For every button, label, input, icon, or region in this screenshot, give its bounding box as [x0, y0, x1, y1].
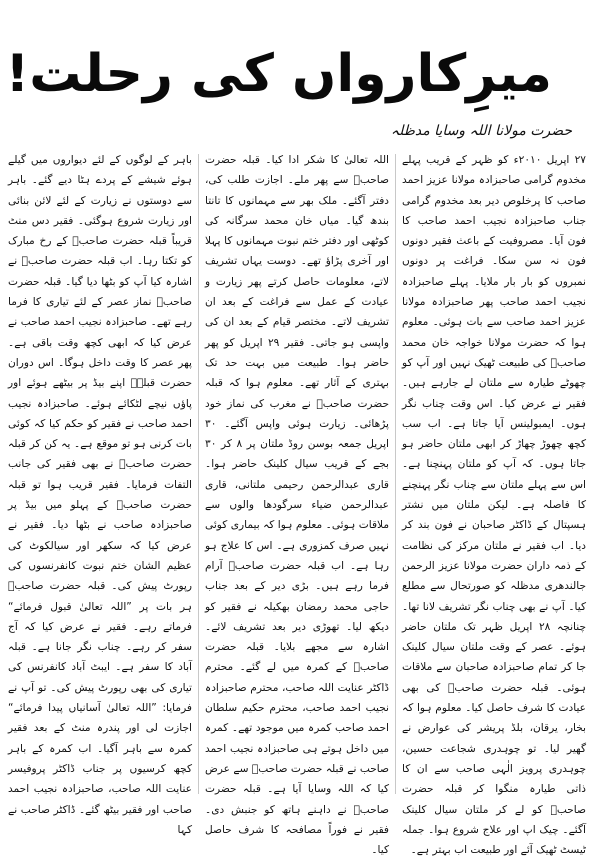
article-byline: حضرت مولانا اللہ وسایا مدظلہ [390, 123, 572, 139]
text-column-left [8, 150, 192, 836]
column-divider [395, 154, 396, 794]
article-body [4, 150, 586, 857]
article-headline: میرِکارواں کی رحلت! [5, 44, 552, 104]
column-paragraph: ۲۷ اپریل ۲۰۱۰ء کو ظہر کے قریب پہلے مخدوم گرامی صاحبزادہ مولانا عزیز احمد صاحب کا پرخلوص دیر بعد مخدوم گرامی جناب صاحبزادہ نجیب احمد صاحب کا فون آیا۔ مصروفیت کے باعث فقیر دونوں فون نہ سن سکا۔ فراغت پر دونوں نمبروں کو بار بار ملایا۔ پہلے صاحبزادہ نجیب احمد صاحب پھر صاحبزادہ مولانا عزیز احمد صاحب سے بات ہوئی۔ معلوم ہوا کہ حضرت مولانا خواجہ خان محمد صاحبؒ کی طبیعت ٹھیک نہیں اور آپ کو چھوٹے طیارہ سے ملتان لے جارہے ہیں۔ فقیر نے عرض کیا۔ اس وقت چناب نگر ہوں۔ ایمبولینس آیا جاتا ہے۔ اب سب کچھ چھوڑ چھاڑ کر ابھی ملتان حاضر ہو جاتا ہوں۔ کہ آپ کو ملتان پہنچنا ہے۔ اس سے پہلے ملتان سے چناب نگر پہنچنے کا فاصلہ ہے۔ لیکن ملتان میں نشتر ہسپتال کے ڈاکٹر صاحبان نے فون بند کر دیا۔ اب فقیر نے ملتان مرکز کی نظامت کے ذمہ داران حضرت مولانا عزیز الرحمن جالندھری مدظلہ کو صورتحال سے مطلع کیا۔ آپ نے بھی چناب نگر تشریف لانا تھا۔ چنانچہ ۲۸ اپریل ظہر تک ملتان حاضر ہوئے۔ عصر کے وقت ملتان سیال کلینک جا کر تمام صاحبزادہ صاحبان سے ملاقات ہوئی۔ قبلہ حضرت صاحبؒ کی بھی عیادت کا شرف حاصل کیا۔ معلوم ہوا کہ بخار، یرقان، بلڈ پریشر کی عوارض نے گھیر لیا۔ تو چوہدری شجاعت حسین، چوہدری پرویز الٰہی صاحب سے ان کا ذاتی طیارہ منگوا کر قبلہ حضرت صاحبؒ کو لے کر ملتان سیال کلینک آگئے۔ چیک اپ اور علاج شروع ہوا۔ جملہ ٹیسٹ ٹھیک آئے اور طبیعت اب بہتر ہے۔ [402, 154, 586, 857]
text-column-right [402, 150, 586, 857]
text-column-middle [205, 150, 389, 857]
column-paragraph: باہر کے لوگوں کے لئے دیواروں میں گیلے ہوئے شیشے کے پردے ہٹا دیے گئے۔ باہر سے دوستوں نے زیارت کے لئے لائن بنائی اور زیارت شروع ہوگئی۔ فقیر دس منٹ قریباً قبلہ حضرت صاحبؒ کے رخ مبارک کو تکتا رہا۔ اب قبلہ حضرت صاحبؒ نے اشارہ کیا آپ کو بٹھا دیا گیا۔ قبلہ حضرت صاحبؒ نماز عصر کے لئے تیاری کا فرما رہے تھے۔ صاحبزادہ نجیب احمد صاحب نے عرض کیا کہ ابھی کچھ وقت باقی ہے۔ پھر عصر کا وقت داخل ہوگا۔ اس دوران حضرت قبلہؒ اپنے بیڈ پر بیٹھے ہوئے اور پاؤں نیچے لٹکائے ہوئے۔ صاحبزادہ نجیب احمد صاحب نے فقیر کو حکم کیا کہ کوئی بات کرنی ہو تو موقع ہے۔ یہ کن کر قبلہ حضرت صاحبؒ نے بھی فقیر کی جانب التفات فرمایا۔ فقیر قریب ہوا تو قبلہ حضرت صاحبؒ کے پہلو میں بیڈ پر صاحبزادہ صاحب نے بٹھا دیا۔ فقیر نے عرض کیا کہ سکھر اور سیالکوٹ کی عظیم الشان ختم نبوت کانفرنسوں کی رپورٹ پیش کی۔ قبلہ حضرت صاحبؒ ہر بات پر ”اللہ تعالیٰ قبول فرمائے“ فرماتے رہے۔ فقیر نے عرض کیا کہ آج سفر کر رہے۔ چناب نگر جانا ہے۔ قبلہ آباد کا سفر ہے۔ ایبٹ آباد کانفرنس کی تیاری کی بھی رپورٹ پیش کی۔ تو آپ نے فرمایا: ”اللہ تعالیٰ آسانیاں پیدا فرمائے“ اجازت لی اور پندرہ منٹ کے بعد فقیر کمرہ سے باہر آگیا۔ اب کمرہ کے باہر کچھ کرسیوں پر جناب ڈاکٹر پروفیسر عنایت اللہ صاحب، صاحبزادہ نجیب احمد صاحب اور فقیر بیٹھ گئے۔ ڈاکٹر صاحب نے کہا [8, 154, 192, 836]
column-divider [198, 154, 199, 794]
column-paragraph: اللہ تعالیٰ کا شکر ادا کیا۔ قبلہ حضرت صاحبؒ سے پھر ملے۔ اجازت طلب کی، دفتر آگئے۔ ملک بھر سے مہمانوں کا تانتا بندھ گیا۔ میاں خان محمد سرگانہ کی کوٹھی اور دفتر ختم نبوت مہمانوں کا پہلا اور آخری پڑاؤ تھے۔ دوست یہاں تشریف لاتے، معلومات حاصل کرتے پھر زیارت و عیادت کے عمل سے فراغت کے بعد ان تشریف لاتے۔ مختصر قیام کے بعد ان کی واپسی ہو جاتی۔ فقیر ۲۹ اپریل کو پھر حاضر ہوا۔ طبیعت میں بہت حد تک بہتری کے آثار تھے۔ معلوم ہوا کہ قبلہ حضرت صاحبؒ نے مغرب کی نماز خود پڑھائی۔ زیارت ہوئی واپس آگئے۔ ۳۰ اپریل جمعہ بوسن روڈ ملتان پر ۸ کر ۳۰ بجے کے قریب سیال کلینک حاضر ہوا۔ قاری عبدالرحمن رحیمی ملتانی، قاری عبدالرحمن ضیاء سرگودھا والوں سے ملاقات ہوئی۔ معلوم ہوا کہ بیماری کوئی نہیں صرف کمزوری ہے۔ اس کا علاج ہو رہا ہے۔ اب قبلہ حضرت صاحبؒ آرام فرما رہے ہیں۔ بڑی دیر کے بعد جناب حاجی محمد رمضان بھکیلہ نے فقیر کو دیکھ لیا۔ تھوڑی دیر بعد تشریف لائے۔ اشارہ سے مجھے بلایا۔ قبلہ حضرت صاحبؒ کے کمرہ میں لے گئے۔ محترم ڈاکٹر عنایت اللہ صاحب، محترم صاحبزادہ نجیب احمد صاحب، محترم حکیم سلطان احمد صاحب کمرہ میں موجود تھے۔ کمرہ میں داخل ہوتے ہی صاحبزادہ نجیب احمد صاحب نے قبلہ حضرت صاحبؒ سے عرض کیا کہ اللہ وسایا آیا ہے۔ قبلہ حضرت صاحبؒ نے داہنے ہاتھ کو جنبش دی۔ فقیر نے فوراً مصافحہ کا شرف حاصل کیا۔ [205, 154, 389, 857]
